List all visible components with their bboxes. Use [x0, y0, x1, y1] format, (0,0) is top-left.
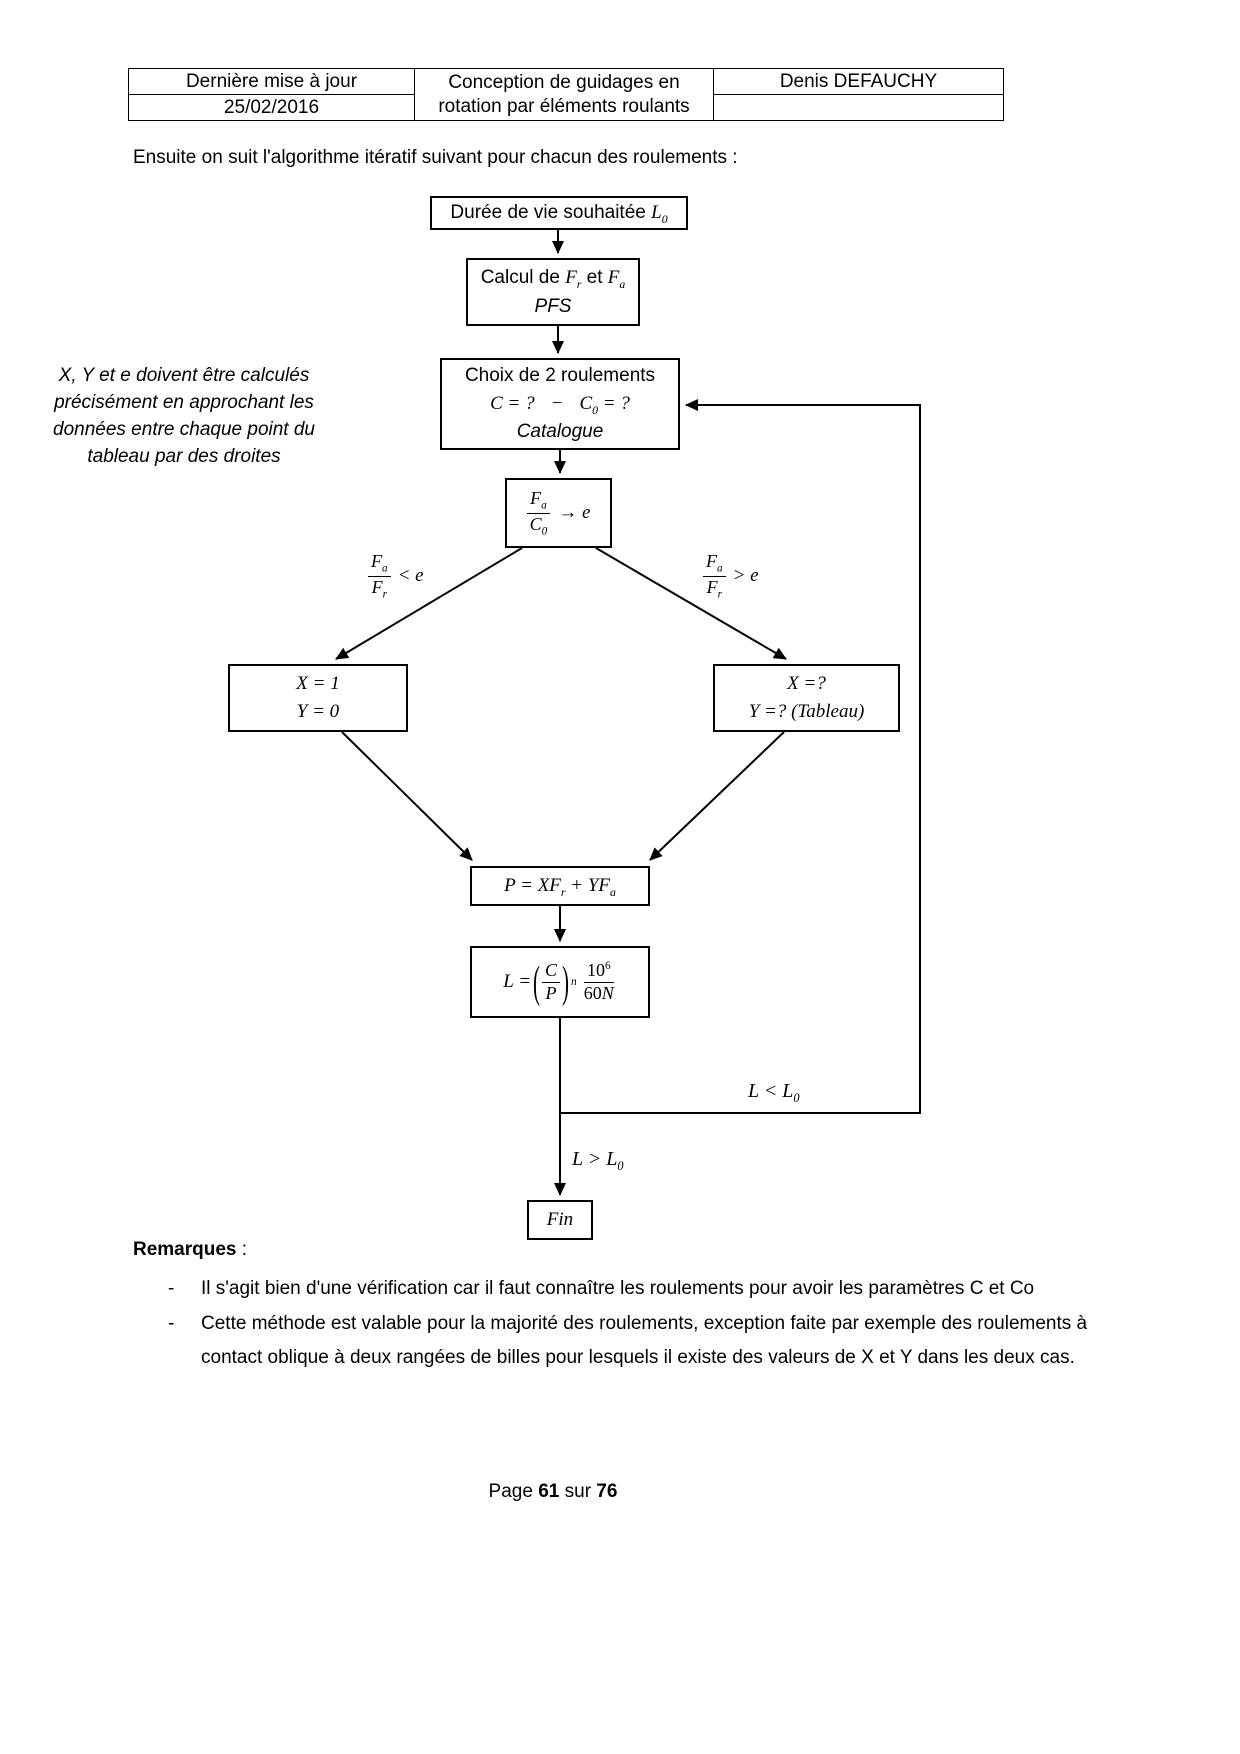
remark-item	[168, 1307, 1118, 1376]
box-l-rparen: )	[562, 956, 570, 1007]
cond-right-den-var: F	[706, 576, 718, 597]
box-p-sub2: a	[610, 885, 616, 899]
loop-label-text: L < L	[748, 1080, 794, 1102]
footer-sur-word: sur	[559, 1481, 597, 1502]
arrow-ratio-to-xy-left	[336, 548, 522, 659]
box-l-106-num	[584, 960, 614, 983]
header-last-update-value: 25/02/2016	[129, 95, 415, 121]
box-l-106-den	[581, 983, 617, 1005]
remarks-heading-colon: :	[236, 1239, 248, 1260]
box-calcul-line1	[481, 264, 626, 293]
ratio-num-var: F	[530, 487, 542, 508]
cond-left-num	[368, 551, 391, 577]
remarks-list	[168, 1272, 1118, 1376]
condition-right	[703, 551, 759, 602]
box-xy-right-line1: X =?	[787, 673, 826, 695]
cond-left-den-var: F	[371, 576, 383, 597]
exit-label-sub: 0	[617, 1159, 624, 1173]
box-calcul-var1: F	[565, 266, 577, 288]
box-l-cp-fraction	[542, 960, 560, 1004]
cond-left-den	[369, 577, 390, 602]
box-duree-text	[450, 199, 667, 228]
side-note-line: données entre chaque point du	[53, 419, 315, 440]
box-duree-sub: 0	[661, 212, 668, 226]
box-l-cp-num: C	[542, 960, 560, 983]
box-xy-right-line2: Y =? (Tableau)	[748, 701, 865, 722]
box-calcul-var2: F	[607, 266, 620, 288]
condition-right-tail: > e	[732, 565, 759, 587]
box-l-10: 10	[586, 959, 605, 980]
arrow-xy-left-to-p	[342, 732, 472, 860]
box-l-lhs: L =	[503, 971, 532, 993]
ratio-fraction	[527, 488, 551, 539]
box-duree-label: Durée de vie souhaitée	[450, 201, 652, 223]
condition-left-fraction	[368, 551, 391, 602]
ratio-den-var: C	[529, 513, 542, 534]
box-calcul-sub2: a	[619, 277, 626, 291]
box-choix-c0-var: C	[579, 392, 593, 414]
box-p-part2: + YF	[565, 874, 610, 896]
intro-text: Ensuite on suit l'algorithme itératif suivant pour chacun des roulements :	[133, 147, 738, 168]
header-title-line1: Conception de guidages en	[448, 71, 680, 93]
header-author: Denis DEFAUCHY	[714, 69, 1004, 95]
box-l-lparen: (	[533, 956, 541, 1007]
cond-left-num-var: F	[371, 551, 382, 571]
footer-page-current: 61	[538, 1481, 560, 1502]
box-duree-var: L	[651, 201, 662, 223]
box-xy-left-line1: X = 1	[296, 673, 340, 695]
remark-text: Cette méthode est valable pour la majorité des roulements, exception faite par exemple des roulements à contact oblique à deux rangées de billes pour lesquels il existe des valeurs de X et Y dans les deux cas.	[201, 1312, 1088, 1369]
cond-right-num-sub: a	[717, 562, 723, 575]
box-calcul-pfs	[466, 258, 640, 326]
box-choix-minus: −	[550, 392, 564, 414]
remark-text: Il s'agit bien d'une vérification car il faut connaître les roulements pour avoir les paramètres C et Co	[201, 1278, 1035, 1299]
box-l-10-exp: 6	[604, 959, 611, 972]
box-choix-c: C = ?	[490, 392, 535, 414]
cond-left-num-sub: a	[382, 562, 388, 575]
box-choix-formula	[490, 390, 630, 419]
ratio-denominator	[527, 514, 551, 539]
cond-right-num-var: F	[706, 551, 717, 571]
condition-right-fraction	[703, 551, 726, 602]
box-p-text	[504, 872, 616, 901]
footer-page-word: Page	[488, 1481, 539, 1502]
box-l-formula	[470, 946, 650, 1018]
footer-page-number	[133, 1481, 973, 1503]
header-title-line2: rotation par éléments roulants	[438, 95, 690, 117]
box-p-sub1: r	[560, 885, 566, 899]
exit-condition-label	[572, 1148, 624, 1174]
box-fin	[527, 1200, 593, 1240]
footer-page-total: 76	[596, 1481, 618, 1502]
remarks-heading-text: Remarques	[133, 1239, 237, 1260]
condition-left-tail: < e	[397, 565, 424, 587]
side-note	[48, 362, 320, 470]
remark-dash: -	[168, 1312, 175, 1334]
box-xy-left	[228, 664, 408, 732]
header-empty-cell	[714, 95, 1004, 121]
box-choix-c0-sub: 0	[592, 403, 599, 417]
remark-item	[168, 1272, 1118, 1307]
cond-right-den-sub: r	[717, 588, 722, 601]
box-calcul-text1: Calcul de	[480, 266, 566, 288]
box-l-N: N	[601, 982, 614, 1003]
cond-left-den-sub: r	[382, 588, 387, 601]
remark-dash: -	[168, 1278, 175, 1299]
box-l-exponent: n	[571, 975, 577, 988]
side-note-line: X, Y et e doivent être calculés	[58, 365, 310, 386]
box-xy-left-line2: Y = 0	[296, 701, 340, 722]
box-fin-label: Fin	[546, 1209, 574, 1231]
cond-right-num	[703, 551, 726, 577]
header-table	[128, 68, 1004, 121]
box-calcul-text2: et	[581, 266, 608, 288]
exit-label-text: L > L	[572, 1148, 618, 1170]
side-note-line: précisément en approchant les	[54, 392, 314, 413]
box-p-formula	[470, 866, 650, 906]
cond-right-den	[704, 577, 725, 602]
box-l-60: 60	[583, 982, 602, 1003]
box-p-part1: P = XF	[504, 874, 561, 896]
header-doc-title	[415, 69, 714, 121]
ratio-num-sub: a	[541, 499, 547, 512]
side-note-line: tableau par des droites	[87, 446, 281, 467]
box-calcul-sub1: r	[576, 277, 582, 291]
box-ratio-e	[505, 478, 612, 548]
loop-label-sub: 0	[793, 1091, 800, 1105]
box-l-cp-den: P	[545, 982, 557, 1003]
box-choix-roulements	[440, 358, 680, 450]
box-choix-catalogue-label: Catalogue	[516, 421, 604, 443]
remarks-heading	[133, 1239, 247, 1261]
box-choix-line1: Choix de 2 roulements	[464, 365, 656, 387]
arrow-xy-right-to-p	[650, 732, 784, 860]
ratio-arrow-e: → e	[558, 502, 591, 524]
box-l-106-fraction	[581, 960, 617, 1004]
box-xy-right	[713, 664, 900, 732]
header-last-update-label: Dernière mise à jour	[129, 69, 415, 95]
box-choix-c0-eq: = ?	[598, 392, 630, 414]
ratio-den-sub: 0	[541, 525, 548, 538]
loop-condition-label	[748, 1080, 800, 1106]
box-calcul-pfs-label: PFS	[534, 295, 572, 317]
ratio-numerator	[527, 488, 550, 514]
condition-left	[368, 551, 424, 602]
box-duree-de-vie	[430, 196, 688, 230]
